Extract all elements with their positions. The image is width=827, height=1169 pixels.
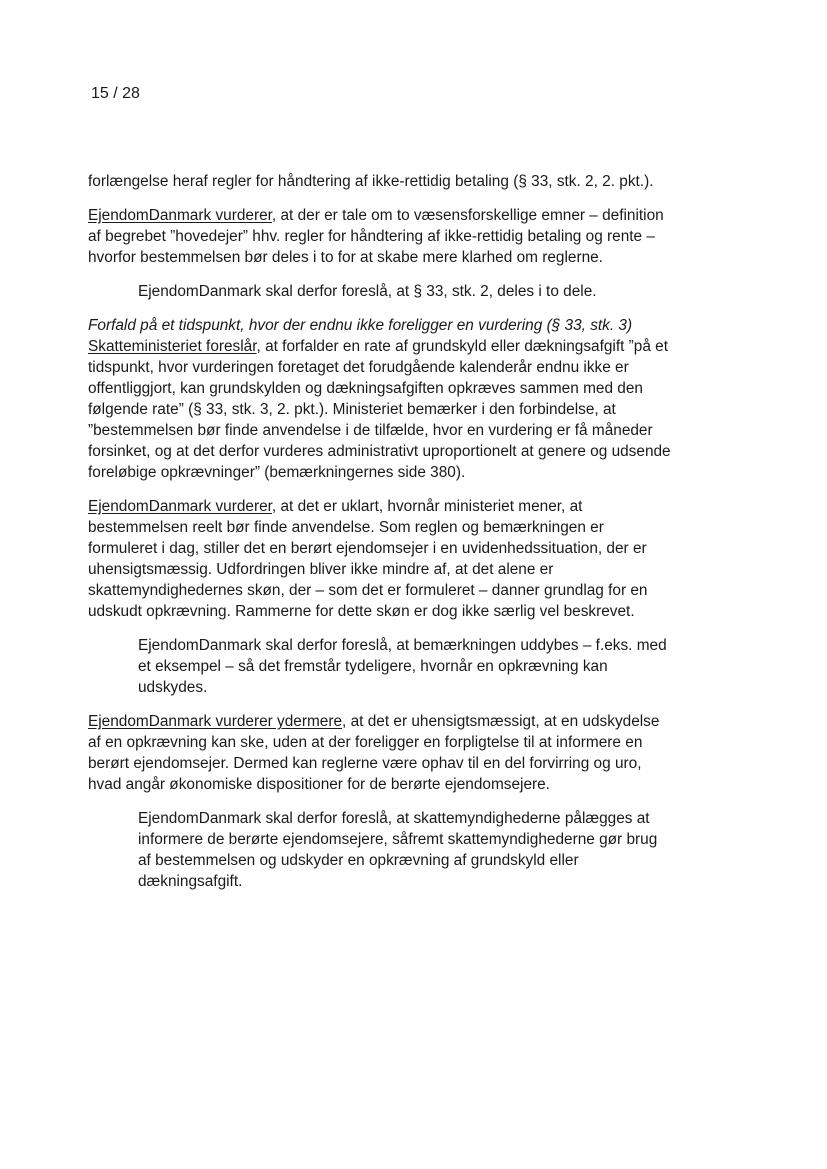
proposal-2 [138,635,673,698]
paragraph-2 [88,205,673,268]
paragraph-5-lead: EjendomDanmark vurderer [88,498,272,515]
paragraph-4-text: , at forfalder en rate af grundskyld eller dækningsafgift ”på et tidspunkt, hvor vurderingen foretaget det forudgående kalenderår endnu ikke er offentliggjort, kan grundskylden og dækningsafgiften opkræves sammen med den følgende rate” (§ 33, stk. 3, 2. pkt.). Ministeriet bemærker i den forbindelse, at ”bestemmelsen bør finde anvendelse i de tilfælde, hvor en vurdering er få måneder forsinket, og at det derfor vurderes administrativt uproportionelt at genere og udsende foreløbige opkrævninger” (bemærkningernes side 380). [88,338,671,481]
paragraph-5-text: , at det er uklart, hvornår ministeriet mener, at bestemmelsen reelt bør finde anvendelse. Som reglen og bemærkningen er formuleret i dag, stiller det en berørt ejendomsejer i en uvidenhedssituation, der er uhensigtsmæssig. Udfordringen bliver ikke mindre af, at det alene er skattemyndighedernes skøn, der – som det er formuleret – danner grundlag for en udskudt opkrævning. Rammerne for dette skøn er dog ikke særlig vel beskrevet. [88,498,648,620]
paragraph-7-lead: EjendomDanmark vurderer ydermere [88,713,343,730]
proposal-3 [138,808,673,892]
paragraph-4 [88,336,673,483]
page-number: 15 / 28 [91,85,140,102]
proposal-2-text: EjendomDanmark skal derfor foreslå, at bemærkningen uddybes – f.eks. med et eksempel – så det fremstår tydeligere, hvornår en opkrævning kan udskydes. [138,637,667,696]
paragraph-7 [88,711,673,795]
paragraph-1-text: forlængelse heraf regler for håndtering af ikke-rettidig betaling (§ 33, stk. 2, 2. pkt.). [88,173,654,190]
document-body [88,171,673,905]
paragraph-1 [88,171,673,192]
proposal-1-text: EjendomDanmark skal derfor foreslå, at § 33, stk. 2, deles i to dele. [138,283,597,300]
section-heading: Forfald på et tidspunkt, hvor der endnu ikke foreligger en vurdering (§ 33, stk. 3) [88,317,633,334]
proposal-3-text: EjendomDanmark skal derfor foreslå, at skattemyndighederne pålægges at informere de berørte ejendomsejere, såfremt skattemyndighederne gør brug af bestemmelsen og udskyder en opkrævning af grundskyld eller dækningsafgift. [138,810,658,890]
paragraph-4-lead: Skatteministeriet foreslår [88,338,257,355]
paragraph-2-text: , at der er tale om to væsensforskellige emner – definition af begrebet ”hovedejer” hhv. regler for håndtering af ikke-rettidig betaling og rente – hvorfor bestemmelsen bør deles i to for at skabe mere klarhed om reglerne. [88,207,664,266]
paragraph-7-text: , at det er uhensigtsmæssigt, at en udskydelse af en opkrævning kan ske, uden at der foreligger en forpligtelse til at informere en berørt ejendomsejer. Dermed kan reglerne være ophav til en del forvirring og uro, hvad angår økonomiske dispositioner for de berørte ejendomsejere. [88,713,660,793]
paragraph-2-lead: EjendomDanmark vurderer [88,207,272,224]
paragraph-5 [88,496,673,622]
proposal-1 [138,281,673,302]
